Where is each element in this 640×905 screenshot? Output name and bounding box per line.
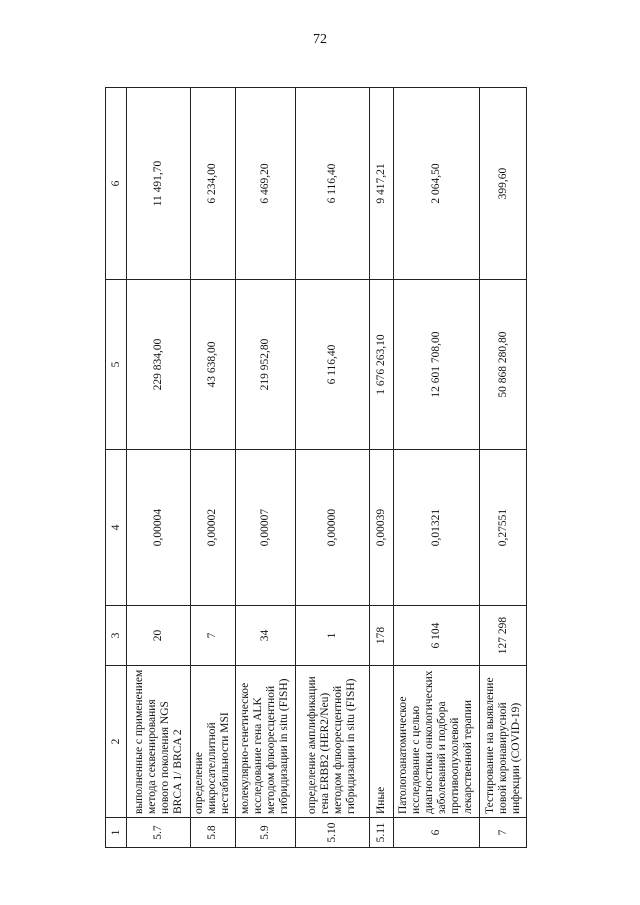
cell-col4: 0,00002 [191, 450, 236, 606]
rotated-table-container [105, 88, 527, 848]
cell-col5: 1 676 263,10 [370, 280, 393, 450]
cell-col6: 11 491,70 [127, 88, 191, 280]
table-row [370, 88, 393, 848]
row-id: 7 [480, 818, 527, 848]
cell-col3: 1 [295, 606, 370, 666]
row-description: определение амплификации гена ERBB2 (HER2/Neu) методом флюоресцентной гибридизации in situ (FISH) [295, 666, 370, 818]
cell-col4: 0,27551 [480, 450, 527, 606]
page-number: 72 [313, 32, 327, 47]
cell-col6: 6 234,00 [191, 88, 236, 280]
row-id: 5.7 [127, 818, 191, 848]
row-description: выполненные с применением метода секвенирования нового поколения NGS BRCA 1/ BRCA 2 [127, 666, 191, 818]
table-row [191, 88, 236, 848]
cell-col3: 7 [191, 606, 236, 666]
cell-col4: 0,00000 [295, 450, 370, 606]
row-id: 5.10 [295, 818, 370, 848]
cell-col6: 6 116,40 [295, 88, 370, 280]
table-row [127, 88, 191, 848]
cell-col3: 34 [235, 606, 295, 666]
cell-col3: 6 104 [393, 606, 479, 666]
cell-col6: 9 417,21 [370, 88, 393, 280]
row-id: 6 [393, 818, 479, 848]
cell-col4: 0,00004 [127, 450, 191, 606]
row-id: 5.8 [191, 818, 236, 848]
column-header: 4 [106, 450, 127, 606]
table-row [295, 88, 370, 848]
cell-col4: 0,00007 [235, 450, 295, 606]
column-header: 1 [106, 818, 127, 848]
column-header: 5 [106, 280, 127, 450]
cell-col5: 219 952,80 [235, 280, 295, 450]
column-header: 2 [106, 666, 127, 818]
row-description: Иные [370, 666, 393, 818]
table-row [480, 88, 527, 848]
data-table [105, 87, 527, 848]
cell-col5: 6 116,40 [295, 280, 370, 450]
table-row [393, 88, 479, 848]
row-id: 5.11 [370, 818, 393, 848]
cell-col4: 0,01321 [393, 450, 479, 606]
cell-col5: 229 834,00 [127, 280, 191, 450]
row-description: молекулярно-генетическое исследование гена ALK методом флюоресцентной гибридизации in situ (FISH) [235, 666, 295, 818]
cell-col3: 127 298 [480, 606, 527, 666]
cell-col3: 178 [370, 606, 393, 666]
row-description: Патологоанатомическое исследование с целью диагностики онкологических заболеваний и подбора противоопухолевой лекарственной терапии [393, 666, 479, 818]
column-header: 3 [106, 606, 127, 666]
cell-col5: 50 868 280,80 [480, 280, 527, 450]
cell-col5: 12 601 708,00 [393, 280, 479, 450]
row-id: 5.9 [235, 818, 295, 848]
column-header: 6 [106, 88, 127, 280]
row-description: Тестирование на выявление новой коронавирусной инфекции (COVID-19) [480, 666, 527, 818]
row-description: определение микросателлитной нестабильности MSI [191, 666, 236, 818]
cell-col5: 43 638,00 [191, 280, 236, 450]
cell-col6: 6 469,20 [235, 88, 295, 280]
cell-col6: 2 064,50 [393, 88, 479, 280]
table-row [235, 88, 295, 848]
cell-col6: 399,60 [480, 88, 527, 280]
cell-col4: 0,00039 [370, 450, 393, 606]
cell-col3: 20 [127, 606, 191, 666]
table-header-row [106, 88, 127, 848]
